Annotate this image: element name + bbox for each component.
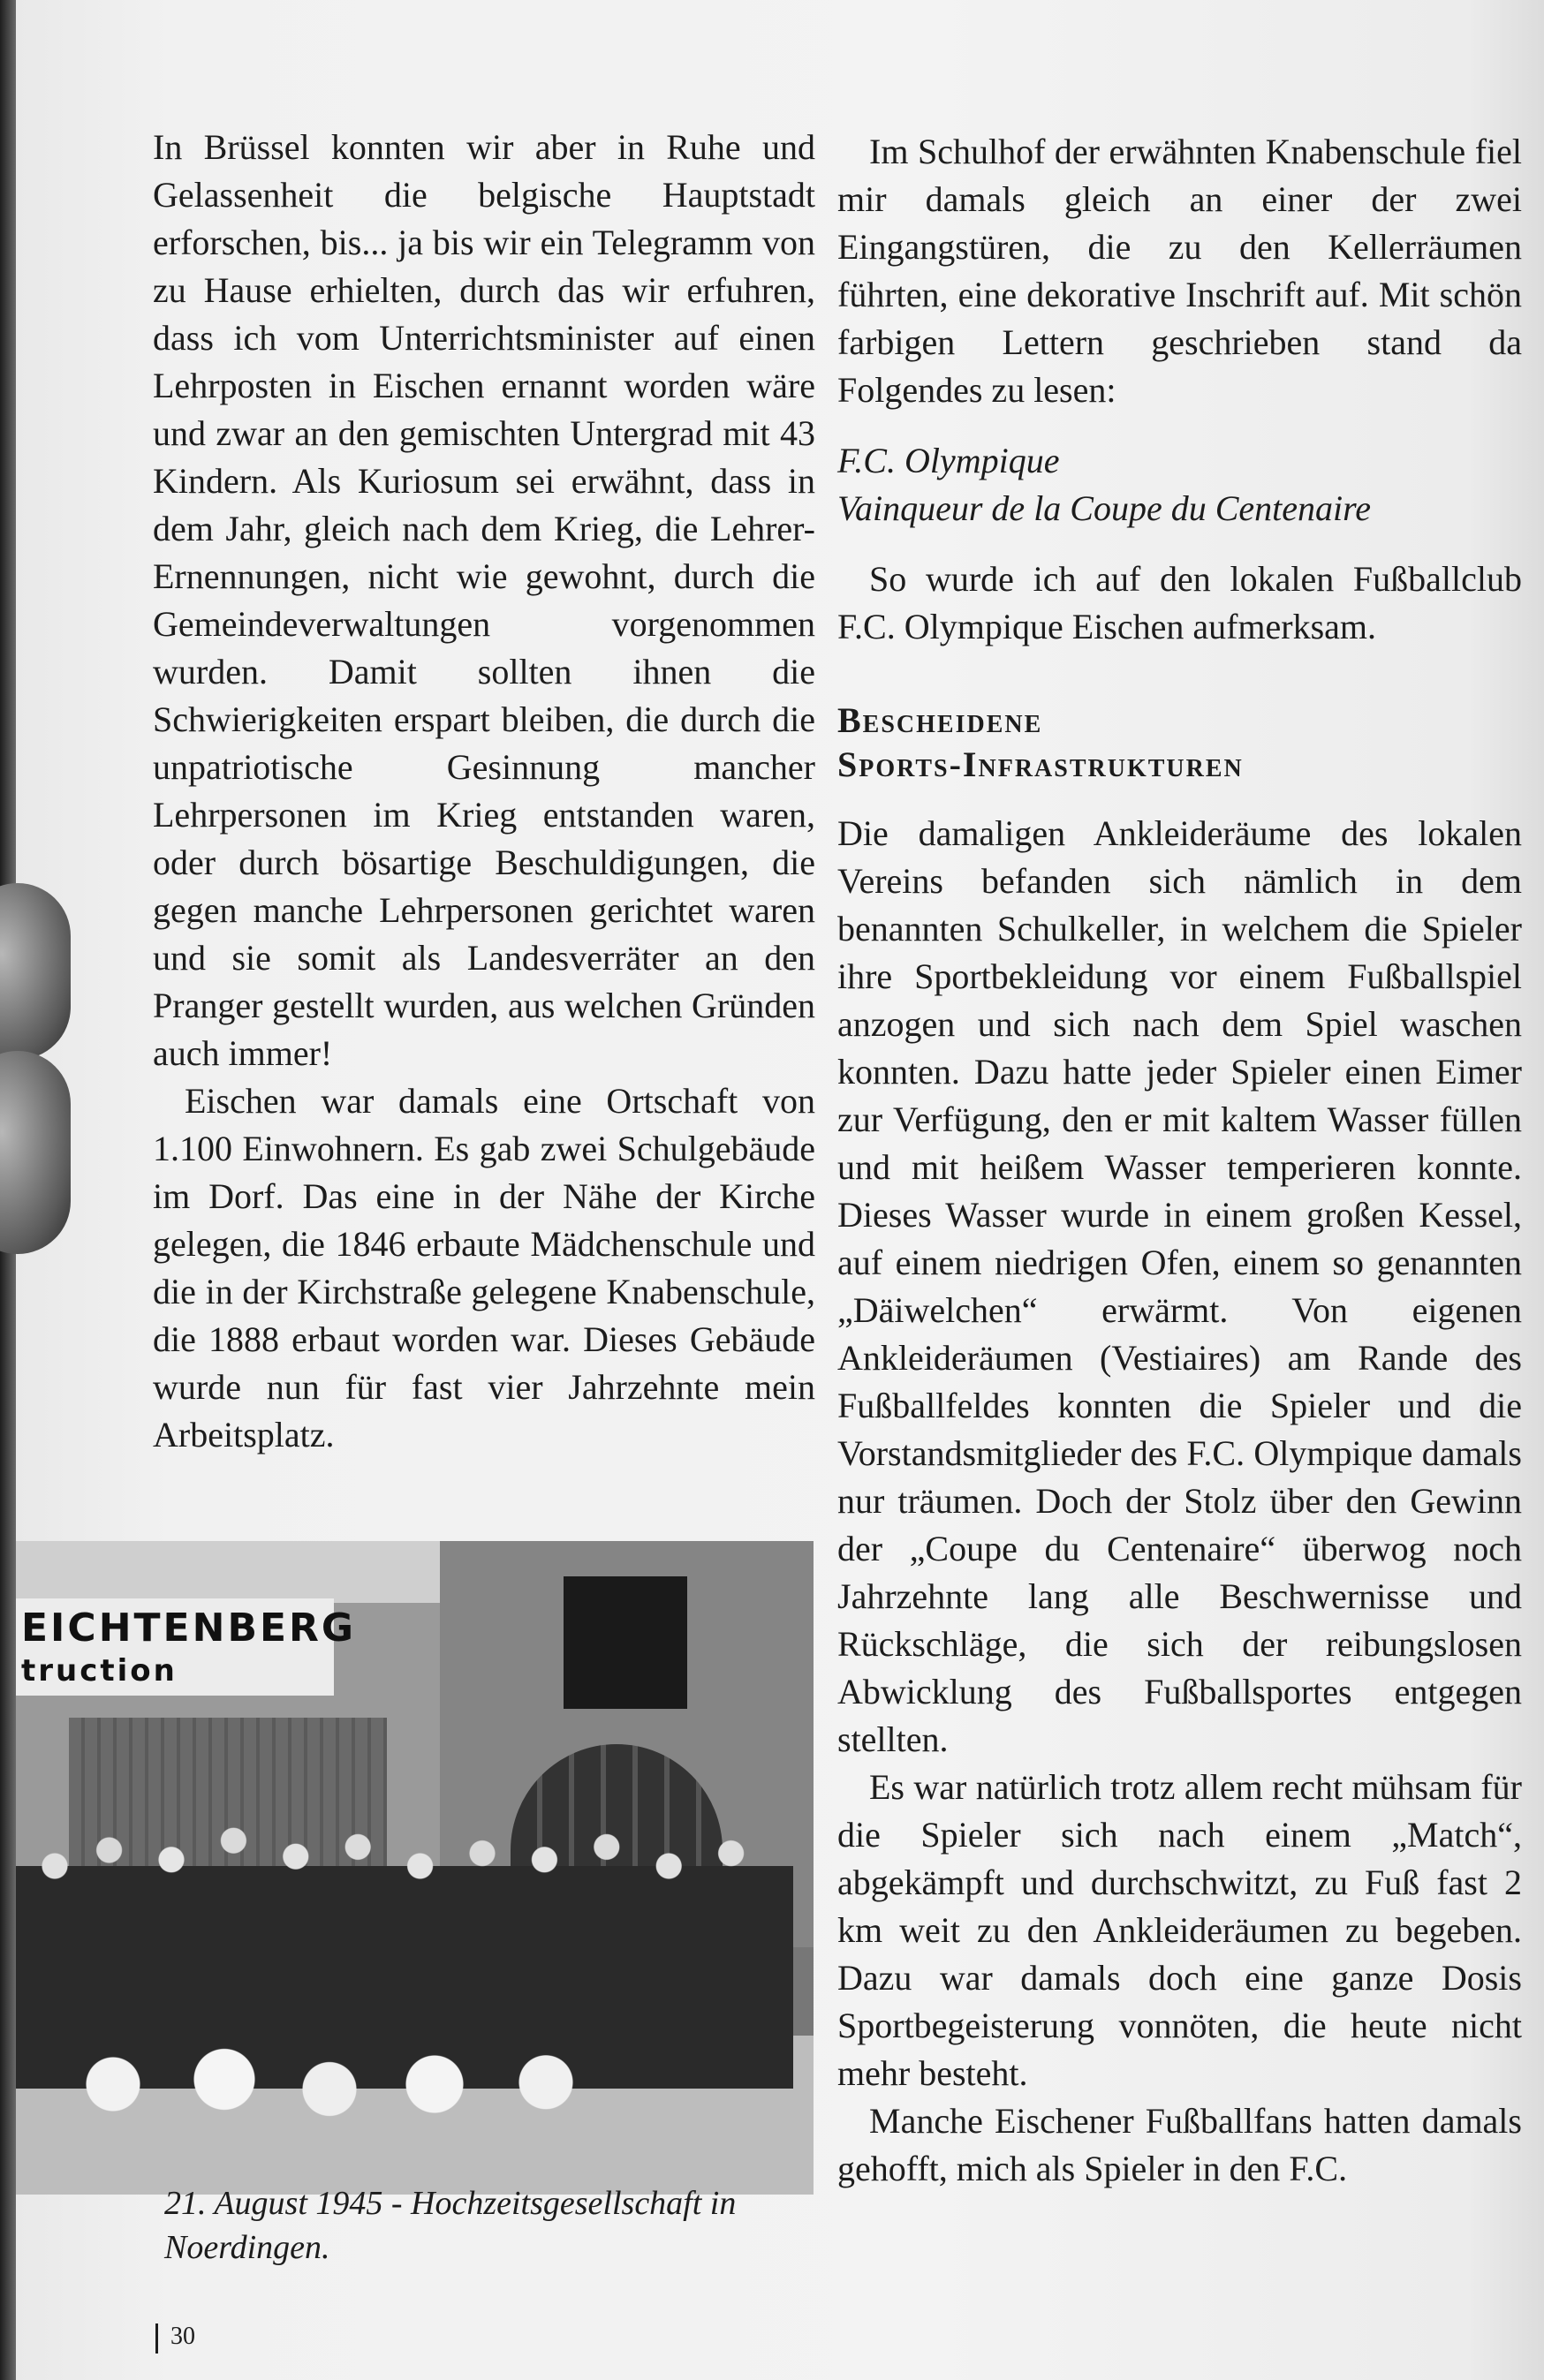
body-paragraph: So wurde ich auf den lokalen Fußballclub F.C. Olympique Eischen aufmerksam. <box>837 559 1522 646</box>
body-paragraph: Eischen war damals eine Ortschaft von 1.100 Einwohnern. Es gab zwei Schulgebäude im Dorf. Das eine in der Nähe der Kirche gelegen, die 1846 erbaute Mädchenschule und die in der Kirchstraße gelegene Knabenschule, die 1888 erbaut worden war. Dieses Gebäude wurde nun für fast vier Jahrzehnte mein Arbeitsplatz. <box>153 1081 815 1454</box>
section-heading: Bescheidene <box>837 700 1043 740</box>
page-number <box>155 2323 195 2354</box>
thumb-holding-page <box>0 883 71 1060</box>
folio-rule <box>155 2323 158 2354</box>
sign-line: EICHTENBERG <box>21 1606 357 1651</box>
page-number-text: 30 <box>170 2323 195 2350</box>
body-paragraph: Im Schulhof der erwähnten Knabenschule fiel mir damals gleich an einer der zwei Eingangstüren, die zu den Kellerräumen führten, eine dekorative Inschrift auf. Mit schön farbigen Lettern geschrieben stand da Folgendes zu lesen: <box>837 132 1522 410</box>
book-page <box>16 0 1544 2380</box>
section-heading: Sports-Infrastrukturen <box>837 744 1244 784</box>
left-text-column <box>153 124 815 1459</box>
body-paragraph: Manche Eischener Fußballfans hatten damals gehofft, mich als Spieler in den F.C. <box>837 2101 1522 2188</box>
building-sign <box>16 1598 357 1696</box>
wedding-photo <box>16 1541 814 2195</box>
right-text-column <box>837 128 1522 2193</box>
inscription-line: Vainqueur de la Coupe du Centenaire <box>837 488 1371 528</box>
body-paragraph: Es war natürlich trotz allem recht mühsam für die Spieler sich nach einem „Match“, abgekämpft und durchschwitzt, zu Fuß fast 2 km weit zu den Ankleideräumen zu begeben. Dazu war damals doch eine ganze Dosis Sportbegeisterung vonnöten, die heute nicht mehr besteht. <box>837 1767 1522 2093</box>
thumb-holding-page <box>0 1051 71 1254</box>
photo-caption: 21. August 1945 - Hochzeitsgesellschaft in Noerdingen. <box>164 2185 737 2266</box>
inscription-line: F.C. Olympique <box>837 441 1060 480</box>
body-paragraph: Die damaligen Ankleideräume des lokalen Vereins befanden sich nämlich in dem benannten Schulkeller, in welchem die Spieler ihre Sportbekleidung vor einem Fußballspiel anzogen und sich nach dem Spiel waschen konnten. Dazu hatte jeder Spieler einen Eimer zur Verfügung, den er mit kaltem Wasser füllen und mit heißem Wasser temperieren konnte. Dieses Wasser wurde in einem großen Kessel, auf einem niedrigen Ofen, einem so genannten „Däiwelchen“ erwärmt. Von eigenen Ankleideräumen (Vestiaires) am Rande des Fußballfeldes konnten die Spieler und die Vorstandsmitglieder des F.C. Olympique damals nur träumen. Doch der Stolz über den Gewinn der „Coupe du Centenaire“ überwog noch Jahrzehnte lang alle Beschwernisse und Rückschläge, die sich der reibungslosen Abwicklung des Fußballsportes entgegen stellten. <box>837 813 1522 1759</box>
body-paragraph: In Brüssel konnten wir aber in Ruhe und Gelassenheit die belgische Hauptstadt erforschen, bis... ja bis wir ein Telegramm von zu Hause erhielten, durch das wir erfuhren, dass ich vom Unterrichtsminister auf einen Lehrposten in Eischen ernannt worden wäre und zwar an den gemischten Untergrad mit 43 Kindern. Als Kuriosum sei erwähnt, dass in dem Jahr, gleich nach dem Krieg, die Lehrer-Ernennungen, nicht wie gewohnt, durch die Gemeindeverwaltungen vorgenommen wurden. Damit sollten ihnen die Schwierigkeiten erspart bleiben, die durch die unpatriotische Gesinnung mancher Lehrpersonen im Krieg entstanden waren, oder durch bösartige Beschuldigungen, die gegen manche Lehrpersonen gerichtet waren und sie somit als Landesverräter an den Pranger gestellt wurden, aus welchen Gründen auch immer! <box>153 127 815 1073</box>
flower-arrangements <box>51 2036 670 2133</box>
sign-line: truction <box>21 1653 178 1689</box>
